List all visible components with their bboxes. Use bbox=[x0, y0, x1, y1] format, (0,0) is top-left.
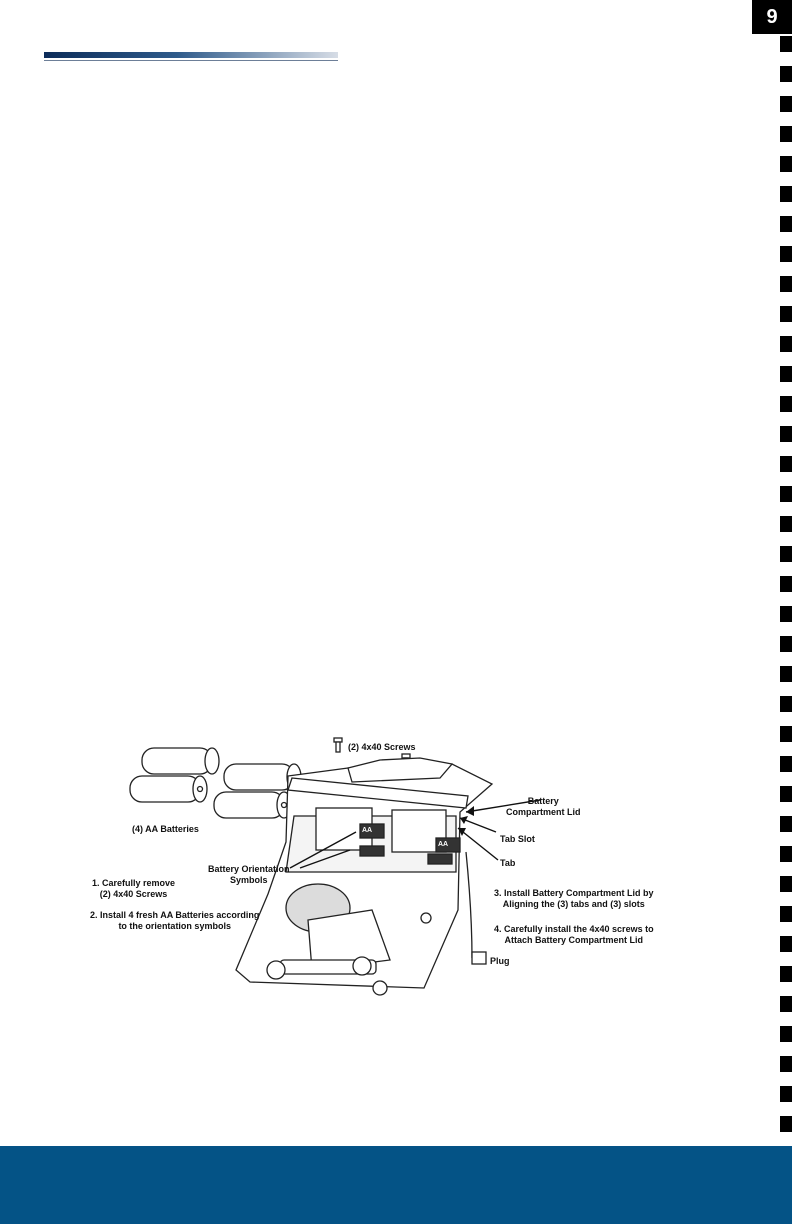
label-screws: (2) 4x40 Screws bbox=[348, 742, 416, 752]
cable bbox=[466, 852, 472, 958]
back-wall bbox=[348, 758, 452, 782]
step-2: 2. Install 4 fresh AA Batteries according to the orientation symbols bbox=[90, 910, 260, 931]
page-edge-marks bbox=[780, 36, 792, 1146]
battery-marking-2: AA bbox=[438, 841, 449, 848]
label-tab-slot: Tab Slot bbox=[500, 834, 535, 844]
plug bbox=[472, 952, 486, 964]
label-plug: Plug bbox=[490, 956, 510, 966]
battery-marking-1: AA bbox=[362, 827, 373, 834]
step-1: 1. Carefully remove (2) 4x40 Screws bbox=[92, 878, 176, 899]
step-3: 3. Install Battery Compartment Lid by Aligning the (3) tabs and (3) slots bbox=[494, 888, 654, 909]
label-lid: Battery Compartment Lid bbox=[506, 796, 581, 817]
page-number: 9 bbox=[752, 0, 792, 34]
battery-2 bbox=[130, 776, 207, 802]
label-orientation-symbols: Battery Orientation Symbols bbox=[208, 864, 290, 885]
header-rule bbox=[44, 52, 338, 58]
battery-install-diagram bbox=[80, 732, 680, 1032]
step-4: 4. Carefully install the 4x40 screws to Attach Battery Compartment Lid bbox=[494, 924, 654, 945]
battery-1 bbox=[142, 748, 219, 774]
label-tab: Tab bbox=[500, 858, 516, 868]
screw-left bbox=[334, 738, 342, 752]
header-rule-underline bbox=[44, 60, 338, 61]
label-batteries: (4) AA Batteries bbox=[132, 824, 199, 834]
footer-band bbox=[0, 1146, 792, 1224]
battery-4 bbox=[214, 792, 291, 818]
